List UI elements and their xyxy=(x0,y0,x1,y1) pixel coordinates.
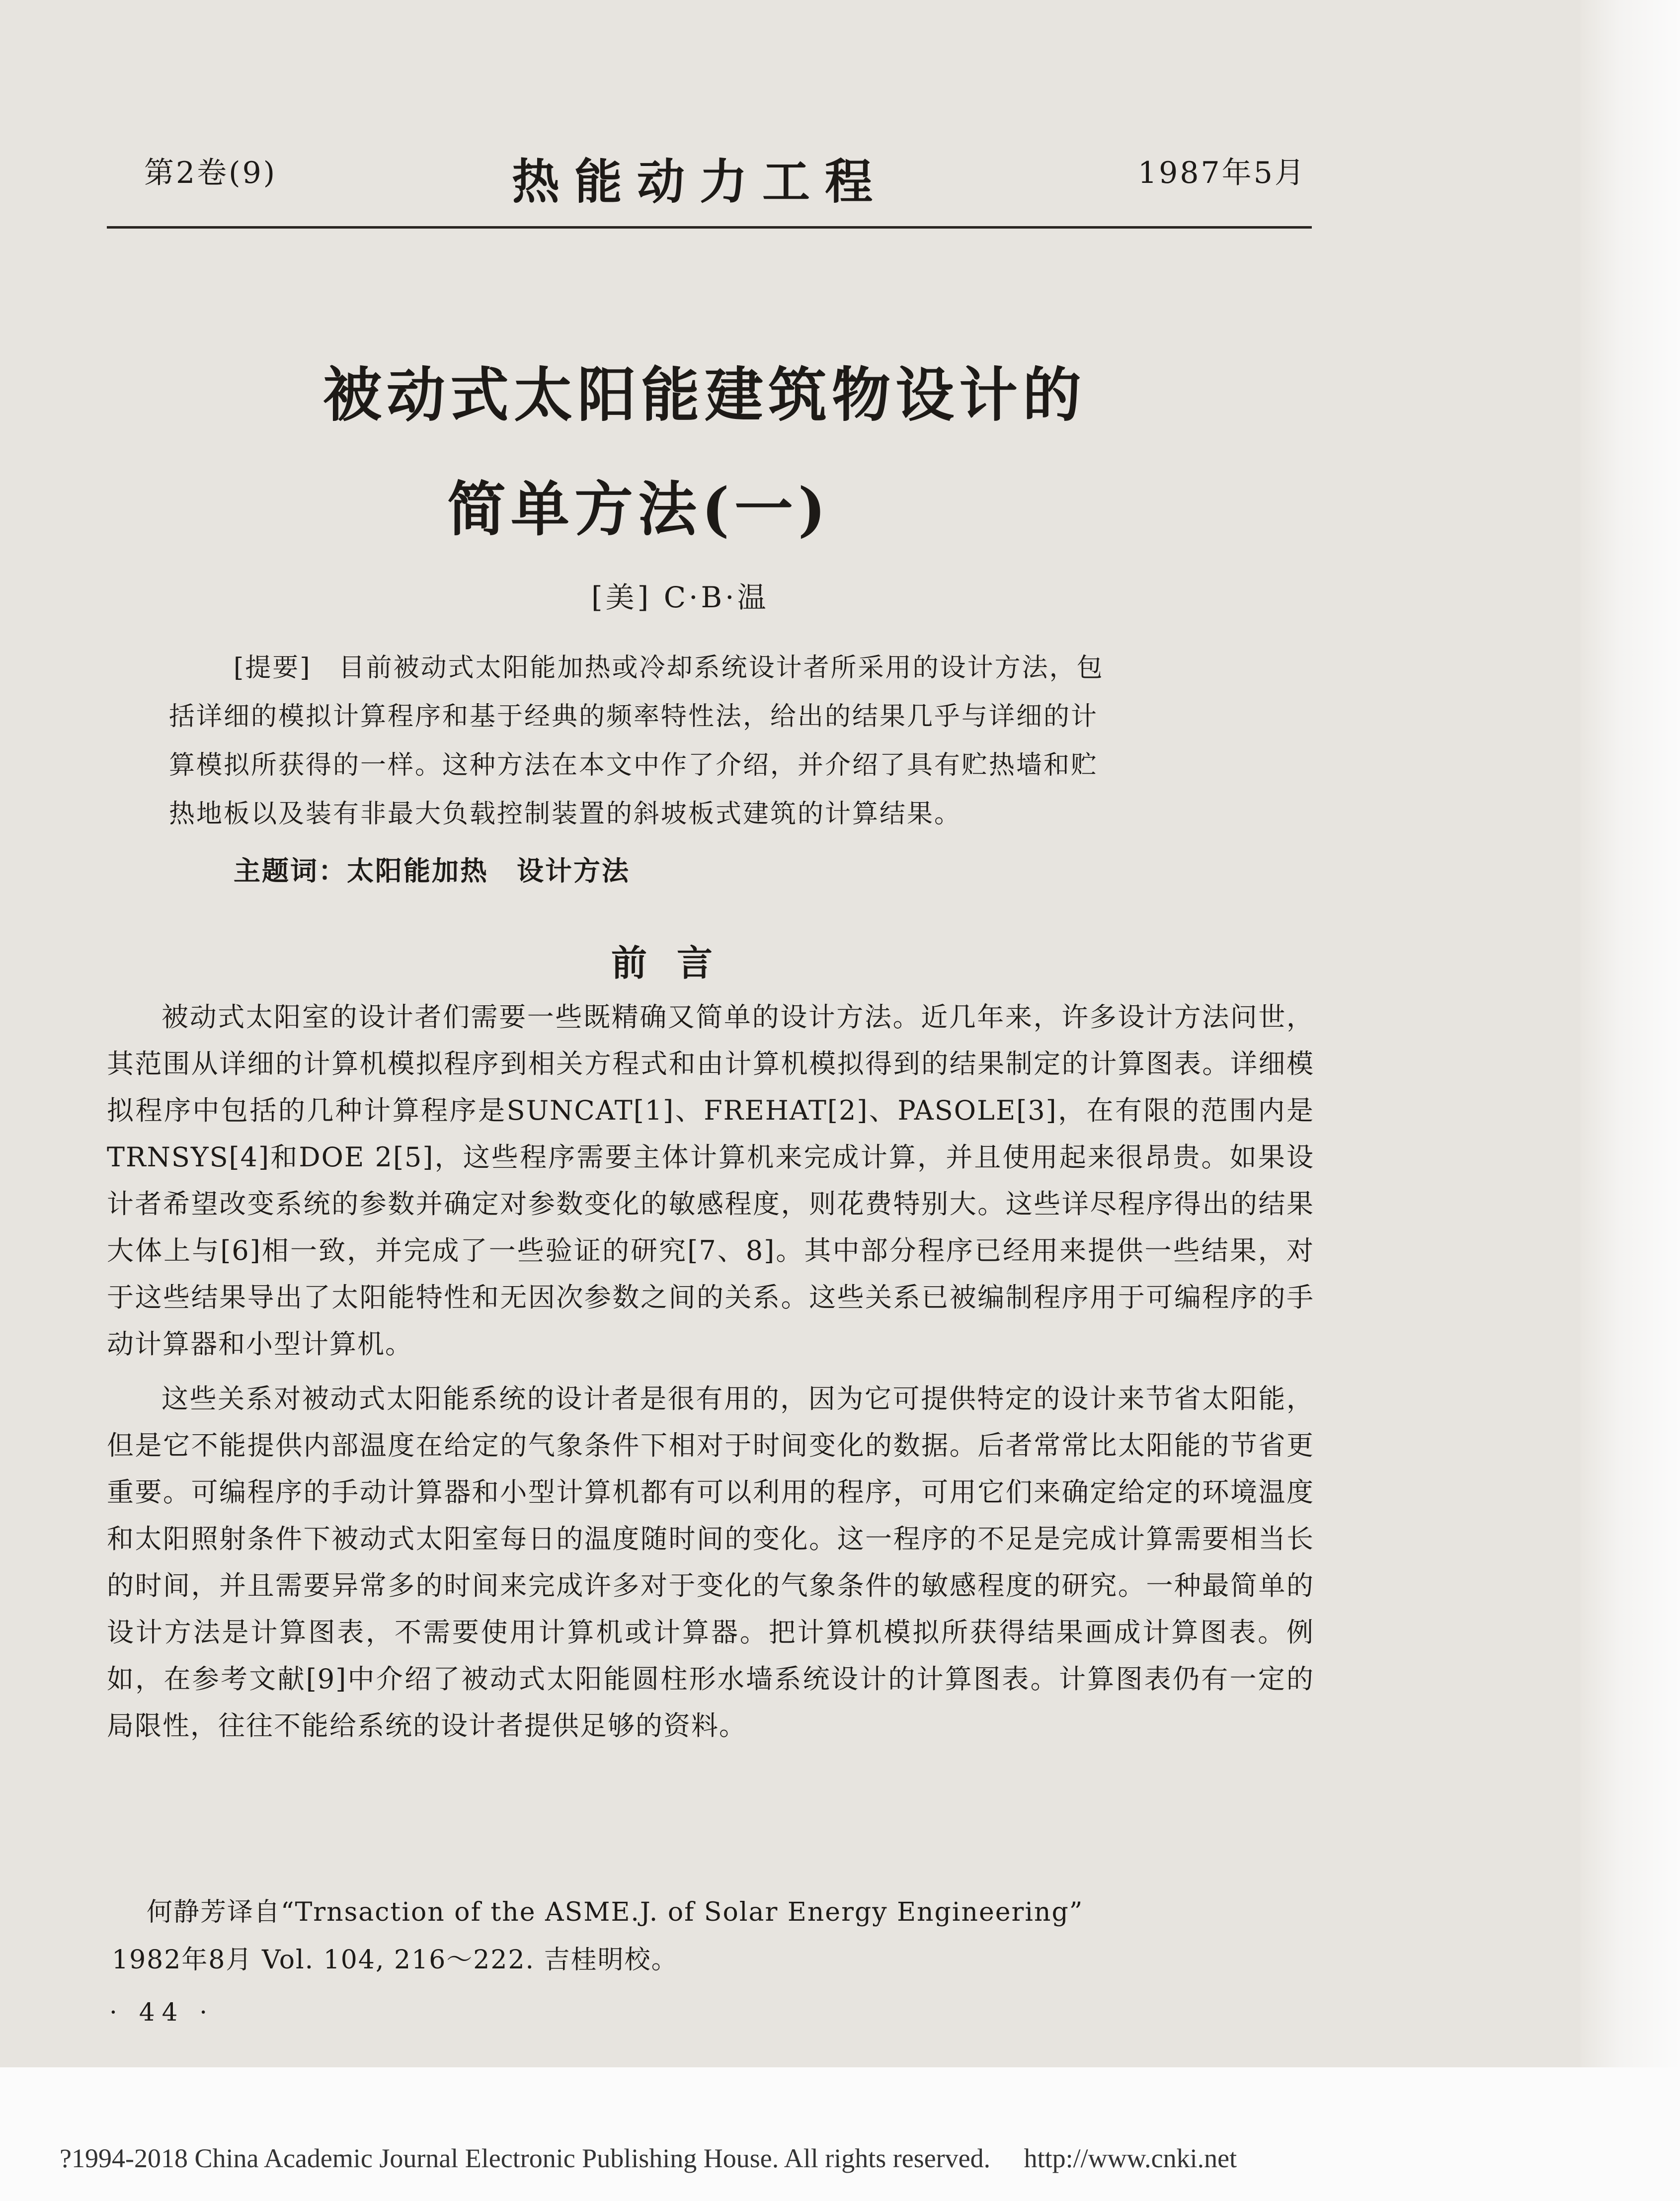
abstract xyxy=(169,644,1302,838)
paragraph-2: 这些关系对被动式太阳能系统的设计者是很有用的，因为它可提供特定的设计来节省太阳能，但是它不能提供内部温度在给定的气象条件下相对于时间变化的数据。后者常常比太阳能的节省更重要。可编程序的手动计算器和小型计算机都有可以利用的程序，可用它们来确定给定的环境温度和太阳照射条件下被动式太阳室每日的温度随时间的变化。这一程序的不足是完成计算需要相当长的时间，并且需要异常多的时间来完成许多对于变化的气象条件的敏感程度的研究。一种最简单的设计方法是计算图表，不需要使用计算机或计算器。把计算机模拟所获得结果画成计算图表。例如，在参考文献[9]中介绍了被动式太阳能圆柱形水墙系统设计的计算图表。计算图表仍有一定的局限性，往往不能给系统的设计者提供足够的资料。 xyxy=(107,1383,1314,1741)
page-number: · 44 · xyxy=(109,1998,215,2027)
scan-edge xyxy=(1581,0,1680,2201)
section-title: 前言 xyxy=(611,942,743,984)
body-text xyxy=(107,994,1314,1749)
bottom-margin xyxy=(0,2067,1680,2201)
footnote xyxy=(107,1888,1324,1984)
footnote-line2: 1982年8月 Vol. 104, 216～222. 吉桂明校。 xyxy=(112,1945,678,1975)
issue-date: 1987年5月 xyxy=(1138,156,1306,190)
author: [美] C·B·温 xyxy=(591,580,769,614)
abstract-label: [提要] xyxy=(234,653,312,683)
abstract-line-2: 括详细的模拟计算程序和基于经典的频率特性法，给出的结果几乎与详细的计 xyxy=(169,702,1099,732)
abstract-line-1: [提要] 目前被动式太阳能加热或冷却系统设计者所采用的设计方法，包 xyxy=(234,653,1104,683)
header-rule xyxy=(107,226,1312,229)
volume-label: 第2卷(9) xyxy=(144,156,277,190)
article-title-line2: 简单方法(一) xyxy=(447,475,831,544)
abstract-line-4: 热地板以及装有非最大负载控制装置的斜坡板式建筑的计算结果。 xyxy=(169,799,962,829)
article-title-line1: 被动式太阳能建筑物设计的 xyxy=(323,360,1087,429)
footnote-line1: 何静芳译自“Trnsaction of the ASME.J. of Solar Energy Engineering” xyxy=(147,1897,1084,1927)
keywords: 主题词：太阳能加热 设计方法 xyxy=(234,855,630,887)
paragraph-1: 被动式太阳室的设计者们需要一些既精确又简单的设计方法。近几年来，许多设计方法问世，其范围从详细的计算机模拟程序到相关方程式和由计算机模拟得到的结果制定的计算图表。详细模拟程序中包括的几种计算程序是SUNCAT[1]、FREHAT[2]、PASOLE[3]，在有限的范围内是TRNSYS[4]和DOE 2[5]，这些程序需要主体计算机来完成计算，并且使用起来很昂贵。如果设计者希望改变系统的参数并确定对参数变化的敏感程度，则花费特别大。这些详尽程序得出的结果大体上与[6]相一致，并完成了一些验证的研究[7、8]。其中部分程序已经用来提供一些结果，对于这些结果导出了太阳能特性和无因次参数之间的关系。这些关系已被编制程序用于可编程序的手动计算器和小型计算机。 xyxy=(107,1001,1314,1360)
journal-name: 热能动力工程 xyxy=(512,154,887,210)
copyright-footer: ?1994-2018 China Academic Journal Electronic Publishing House. All rights reserved. http://www.cnki.net xyxy=(60,2143,1237,2173)
abstract-line-3: 算模拟所获得的一样。这种方法在本文中作了介绍，并介绍了具有贮热墙和贮 xyxy=(169,750,1099,780)
